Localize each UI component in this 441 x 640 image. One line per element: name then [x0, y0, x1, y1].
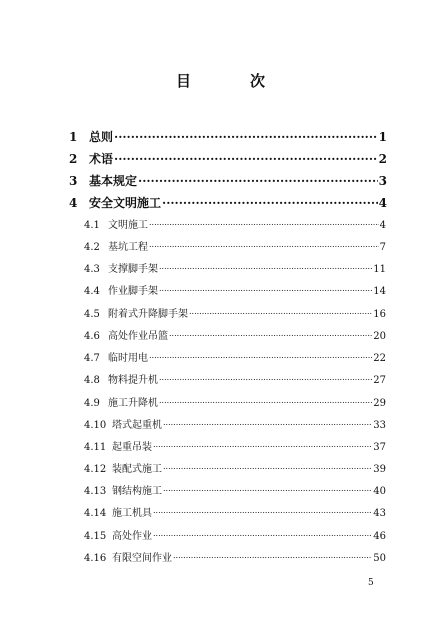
toc-dot-leader	[138, 173, 378, 185]
toc-entry[interactable]	[84, 460, 386, 475]
toc-entry-number: 4.5	[84, 309, 100, 320]
toc-entry[interactable]	[84, 527, 386, 542]
toc-dot-leader	[149, 218, 379, 228]
toc-entry-number: 4.9	[84, 398, 100, 409]
toc-entry-title: 术语	[89, 152, 114, 166]
toc-entry-title: 物料提升机	[108, 375, 158, 386]
toc-entry-number: 4.10	[84, 420, 107, 431]
toc-entry-number: 2	[69, 152, 78, 166]
toc-entry[interactable]	[69, 172, 387, 189]
toc-entry-title: 安全文明施工	[89, 196, 162, 210]
toc-entry[interactable]	[84, 282, 386, 297]
toc-dot-leader	[159, 373, 372, 383]
toc-entry-page: 29	[373, 398, 386, 409]
toc-entry-number: 4.16	[84, 553, 107, 564]
toc-dot-leader	[114, 151, 378, 163]
page-number: 5	[368, 578, 374, 588]
toc-entry-number: 1	[69, 130, 78, 144]
toc-entry-page: 14	[373, 286, 386, 297]
toc-entry-page: 39	[373, 464, 386, 475]
toc-entry-title: 基本规定	[89, 174, 138, 188]
toc-entry-title: 基坑工程	[108, 242, 148, 253]
toc-entry-number: 4.12	[84, 464, 107, 475]
toc-entry[interactable]	[84, 260, 386, 275]
toc-entry[interactable]	[84, 216, 386, 231]
toc-entry-title: 施工机具	[112, 508, 152, 519]
toc-entry[interactable]	[84, 504, 386, 519]
toc-entry[interactable]	[69, 194, 387, 211]
toc-entry-title: 支撑脚手架	[108, 264, 158, 275]
toc-entry-title: 附着式升降脚手架	[108, 309, 188, 320]
toc-entry-number: 4.7	[84, 353, 100, 364]
toc-dot-leader	[159, 284, 372, 294]
toc-entry[interactable]	[69, 128, 387, 145]
toc-dot-leader	[163, 484, 372, 494]
toc-entry-number: 4.11	[84, 442, 107, 453]
toc-dot-leader	[159, 396, 372, 406]
toc-entry-page: 16	[373, 309, 386, 320]
toc-dot-leader	[149, 240, 379, 250]
toc-dot-leader	[153, 506, 372, 516]
toc-entry[interactable]	[84, 438, 386, 453]
toc-entry-title: 施工升降机	[108, 398, 158, 409]
toc-dot-leader	[153, 529, 372, 539]
toc-entry-number: 4.13	[84, 486, 107, 497]
toc-entry-title: 高处作业吊篮	[108, 331, 168, 342]
toc-entry-page: 1	[378, 130, 387, 144]
page-title: 目 次	[175, 72, 287, 90]
toc-entry-title: 有限空间作业	[112, 553, 172, 564]
toc-entry-page: 20	[373, 331, 386, 342]
toc-entry-title: 塔式起重机	[112, 420, 162, 431]
toc-dot-leader	[169, 329, 372, 339]
toc-entry[interactable]	[84, 416, 386, 431]
toc-entry-number: 4.15	[84, 531, 107, 542]
toc-dot-leader	[162, 195, 378, 207]
toc-dot-leader	[163, 462, 372, 472]
toc-entry-number: 4.2	[84, 242, 100, 253]
toc-entry-page: 3	[378, 174, 387, 188]
toc-entry-number: 4.8	[84, 375, 100, 386]
toc-entry-title: 文明施工	[108, 220, 148, 231]
toc-entry[interactable]	[84, 482, 386, 497]
toc-entry-number: 4.4	[84, 286, 100, 297]
toc-entry-page: 43	[373, 508, 386, 519]
toc-dot-leader	[173, 551, 372, 561]
toc-entry-number: 4.6	[84, 331, 100, 342]
toc-entry-title: 高处作业	[112, 531, 152, 542]
toc-dot-leader	[159, 262, 372, 272]
toc-entry-page: 11	[373, 264, 386, 275]
toc-entry-page: 40	[373, 486, 386, 497]
toc-entry[interactable]	[84, 305, 386, 320]
toc-entry-page: 37	[373, 442, 386, 453]
toc-entry-page: 7	[379, 242, 386, 253]
toc-entry-title: 起重吊装	[112, 442, 152, 453]
toc-entry-number: 4.14	[84, 508, 107, 519]
toc-entry[interactable]	[84, 327, 386, 342]
toc-dot-leader	[114, 129, 378, 141]
toc-dot-leader	[189, 307, 372, 317]
toc-entry[interactable]	[69, 150, 387, 167]
toc-entry-page: 50	[373, 553, 386, 564]
toc-entry-title: 作业脚手架	[108, 286, 158, 297]
toc-dot-leader	[149, 351, 372, 361]
toc-entry[interactable]	[84, 371, 386, 386]
toc-entry-page: 46	[373, 531, 386, 542]
toc-entry-page: 4	[378, 196, 387, 210]
toc-entry[interactable]	[84, 549, 386, 564]
toc-dot-leader	[163, 418, 372, 428]
toc-entry-page: 2	[378, 152, 387, 166]
toc-entry-page: 22	[373, 353, 386, 364]
toc-dot-leader	[153, 440, 372, 450]
toc-entry-number: 4.1	[84, 220, 100, 231]
toc-entry[interactable]	[84, 349, 386, 364]
toc-entry[interactable]	[84, 238, 386, 253]
toc-entry-number: 4.3	[84, 264, 100, 275]
toc-entry-title: 临时用电	[108, 353, 148, 364]
toc-entry[interactable]	[84, 394, 386, 409]
toc-entry-number: 3	[69, 174, 78, 188]
toc-entry-number: 4	[69, 196, 78, 210]
toc-entry-title: 总则	[89, 130, 114, 144]
toc-entry-title: 装配式施工	[112, 464, 162, 475]
toc-entry-page: 33	[373, 420, 386, 431]
toc-entry-page: 27	[373, 375, 386, 386]
toc-entry-page: 4	[379, 220, 386, 231]
toc-entry-title: 钢结构施工	[112, 486, 162, 497]
